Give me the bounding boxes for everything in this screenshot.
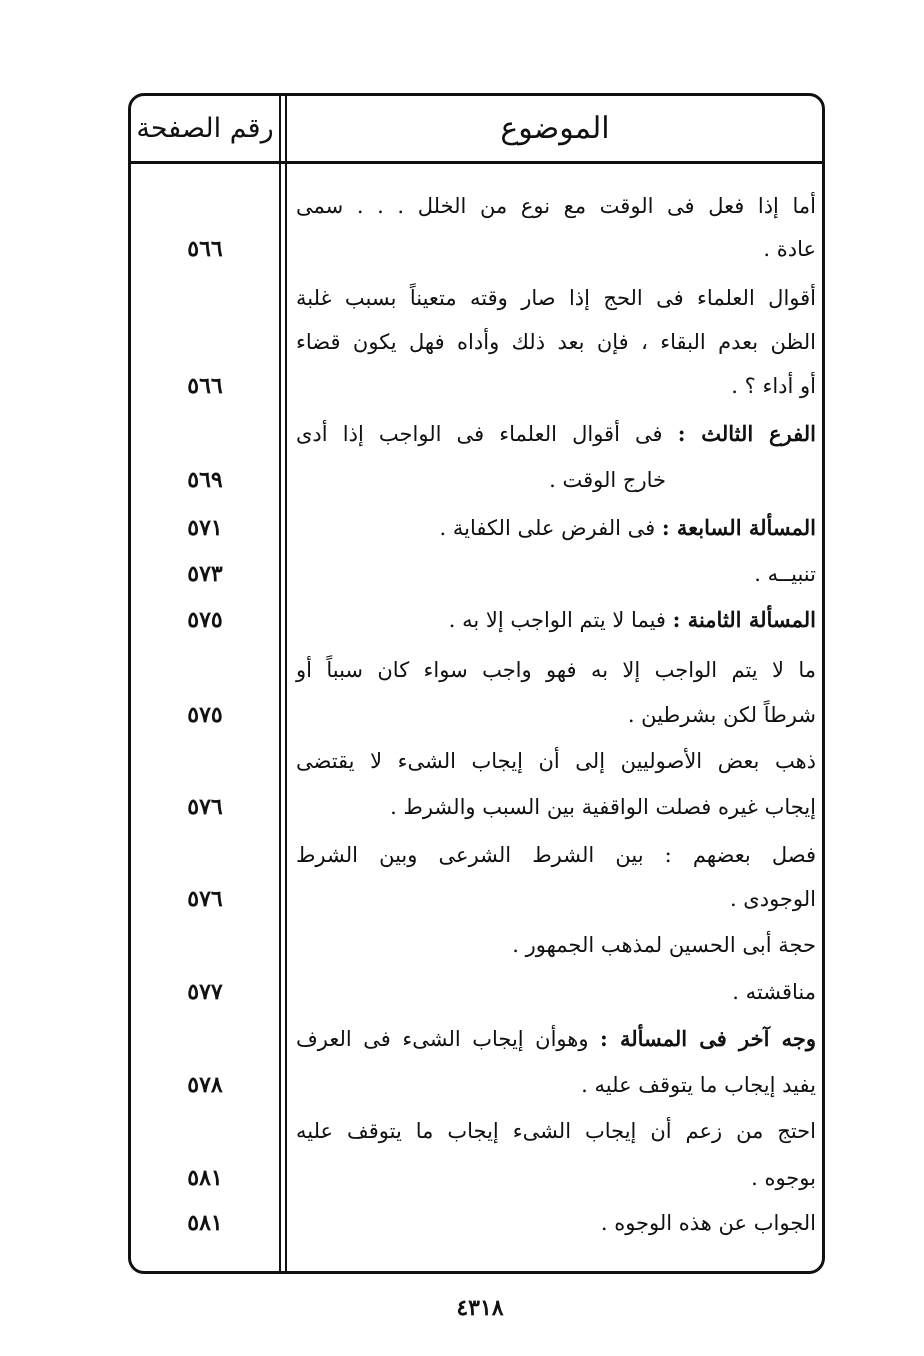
page-number-cell: ٥٦٩ — [187, 467, 223, 493]
page-number-cell: ٥٦٦ — [187, 236, 223, 262]
page-number-cell: ٥٧٥ — [187, 607, 223, 633]
page-number-cell: ٥٧٦ — [187, 794, 223, 820]
page-number-cell: ٥٦٦ — [187, 373, 223, 399]
page-number-cell: ٥٧٨ — [187, 1072, 223, 1098]
column-divider-outer — [279, 94, 281, 1273]
entry-line: الظن بعدم البقاء ، فإن بعد ذلك وأداه فهل يكون قضاء — [296, 330, 816, 354]
entry-line: ذهب بعض الأصوليين إلى أن إيجاب الشىء لا يقتضى — [296, 749, 816, 773]
column-divider-inner — [285, 94, 287, 1273]
entry-line: يفيد إيجاب ما يتوقف عليه . — [581, 1073, 816, 1097]
entry-line: احتج من زعم أن إيجاب الشىء إيجاب ما يتوقف عليه — [296, 1119, 816, 1143]
page-number-cell: ٥٨١ — [187, 1165, 223, 1191]
entry-line: الجواب عن هذه الوجوه . — [600, 1211, 816, 1235]
page-number-cell: ٥٧٣ — [187, 561, 223, 587]
entry-line: المسألة الثامنة : فيما لا يتم الواجب إلا به . — [448, 607, 816, 632]
header-divider — [128, 161, 825, 164]
page-number-cell: ٥٧٥ — [187, 702, 223, 728]
entry-line: مناقشته . — [732, 980, 816, 1004]
entry-line: وجه آخر فى المسألة : وهوأن إيجاب الشىء فى العرف — [296, 1026, 816, 1051]
entry-line: خارج الوقت . — [549, 468, 666, 492]
page-number-cell: ٥٧٦ — [187, 886, 223, 912]
page-number-column-header: رقم الصفحة — [136, 112, 274, 144]
entry-line: بوجوه . — [751, 1166, 816, 1190]
entry-line: الفرع الثالث : فى أقوال العلماء فى الواجب إذا أدى — [296, 421, 816, 446]
entry-line: المسألة السابعة : فى الفرض على الكفاية . — [439, 515, 816, 540]
page-number-cell: ٥٧٧ — [187, 979, 223, 1005]
entry-line: ما لا يتم الواجب إلا به فهو واجب سواء كان سبباً أو — [296, 658, 816, 682]
entry-line: حجة أبى الحسين لمذهب الجمهور . — [512, 933, 816, 957]
entry-line: تنبيــه . — [754, 562, 816, 586]
footer-page-number: ٤٣١٨ — [456, 1295, 504, 1321]
entry-line: أو أداء ؟ . — [731, 374, 816, 398]
entry-line: الوجودى . — [729, 887, 816, 911]
entry-line: فصل بعضهم : بين الشرط الشرعى وبين الشرط — [296, 843, 816, 867]
entry-line: شرطاً لكن بشرطين . — [627, 703, 816, 727]
page-number-cell: ٥٧١ — [187, 515, 223, 541]
entry-line: أما إذا فعل فى الوقت مع نوع من الخلل . . . سمى — [296, 194, 816, 218]
page-number-cell: ٥٨١ — [187, 1210, 223, 1236]
entry-line: عادة . — [763, 237, 816, 261]
subject-column-header: الموضوع — [500, 110, 610, 146]
entry-line: إيجاب غيره فصلت الواقفية بين السبب والشرط . — [390, 795, 816, 819]
entry-line: أقوال العلماء فى الحج إذا صار وقته متعيناً بسبب غلبة — [296, 286, 816, 310]
